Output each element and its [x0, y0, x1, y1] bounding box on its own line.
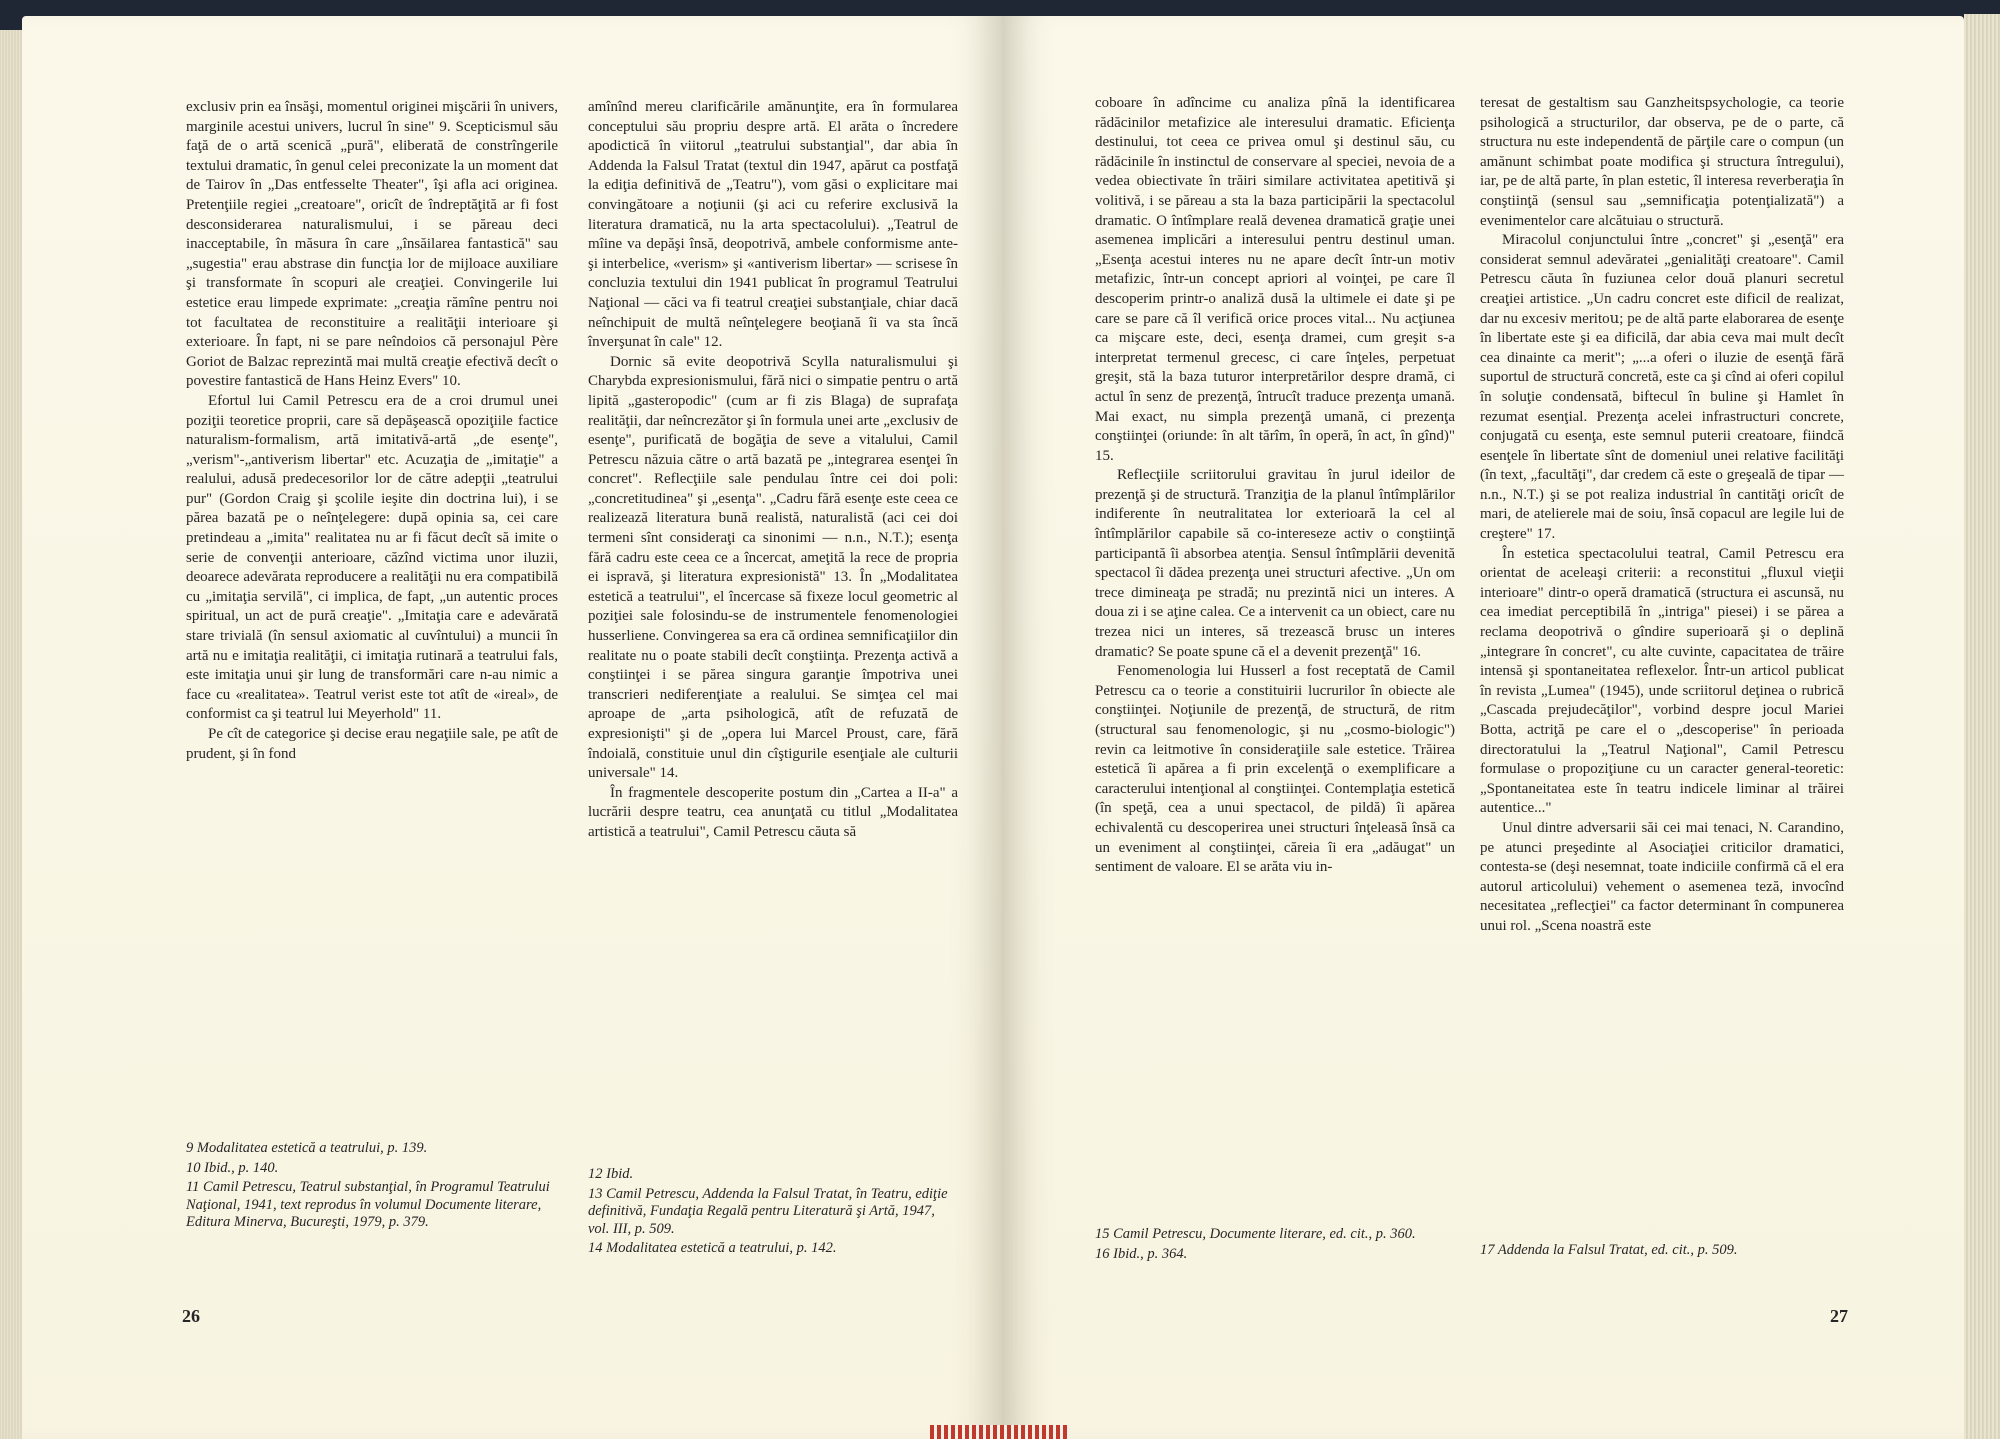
paragraph: Fenomenologia lui Husserl a fost receptată de Camil Petrescu ca o teorie a constituirii lucrurilor în obiecte ale conştiinţei. Noţiunile de prezenţă, de structură, de ritm (structural sau fenomenologic, şi nu „cosmo-biologic") revin ca leitmotive în consideraţiile sale estetice. Trăirea estetică îi apărea a fi prin excelenţă o exemplificare a caracterului intenţional al conştiinţei. Contemplaţia estetică (în speţă, cea a unui spectacol, de pildă) îi apărea echivalentă cu descoperirea unei structuri înţeleasă însă ca un eveniment al conştiinţei, căreia îi era „adăugat" un sentiment de valoare. El se arăta viu in-: [1095, 663, 1455, 876]
page-number: 27: [1830, 1306, 1848, 1326]
paragraph: Efortul lui Camil Petrescu era de a croi drumul unei poziţii teoretice proprii, care să depăşească opoziţiile factice naturalism-formalism, artă imitativă-artă „de esenţe", „verism"-„antiverism libertar" etc. Acuzaţia de „imitaţie" a realului, adusă predecesorilor lor de către adepţii „teatrului pur" (Gordon Craig şi şcolile ieşite din doctrina lui), i se părea bazată pe o neînţelegere: după opinia sa, cei care pretindeau a „imita" realitatea nu ar fi făcut decît să imite o serie de convenţii anterioare, căzînd victima unor iluzii, deoarece adevărata reproducere a realităţii nu era compatibilă cu „imitaţia servilă", ci implica, de fapt, „un autentic proces spiritual, un act de pură creaţie". „Imitaţia care e adevărată stare trivială (în sensul axiomatic al cuvîntului) a muncii în artă nu e imitaţia realităţii, ci imitaţia rutinară a teatrului fals, este imitaţia unui şir lung de transformări care n-au nimic a face cu «realitatea». Teatrul verist este tot atît de «ireal», de conformist ca şi teatrul lui Meyerhold" 11.: [186, 392, 558, 723]
paragraph: Dornic să evite deopotrivă Scylla naturalismului şi Charybda expresionismului, fără nici o simpatie pentru o artă lipită „gasteropodic" (cum ar fi zis Blaga) de suprafaţa realităţii, dar neîncrezător şi în formula unei arte „exclusiv de esenţe", purificată de bogăţia de seve a vitalului, Camil Petrescu năzuia către o artă bazată pe „integrarea esenţei în concret". Reflecţiile sale pendulau între cei doi poli: „concretitudinea" şi „esenţa". „Cadru fără esenţe este ceea ce realizează literatura bună realistă, naturalistă (aci cei doi termeni sînt consideraţi ca sinonimi — n.n., N.T.); esenţa fără cadru este ceea ce a încercat, ameţită la rece de propria ei ispravă, şi literatura expresionistă" 13. În „Modalitatea estetică a teatrului", el încercase să fixeze locul geometric al poziţiei sale folosindu-se de instrumentele fenomenologiei husserliene. Convingerea sa era că ordinea semnificaţiilor din realitate nu o poate stabili decît conştiinţa. Prezenţa activă a conştiinţei i se părea singura garanţie împotriva unei transcrieri nediferenţiate a realului. Se simţea cel mai aproape de „arta psihologică, atît de refuzată de expresionişti" şi de „opera lui Marcel Proust, care, fără îndoială, constituie unul din cîştigurile esenţiale ale culturii universale" 14.: [588, 353, 958, 782]
paragraph: Reflecţiile scriitorului gravitau în jurul ideilor de prezenţă şi de structură. Tranziţia de la planul întîmplărilor indiferente în neutralitatea lor exterioară la cel al întîmplărilor capabile să co-intereseze activ o conştiinţă participantă îi absorbea atenţia. Sensul întîmplării devenită spectacol îi dădea prezenţa unei structuri afective. „Un om trece dimineaţa pe stradă; nu prezintă nici un interes. A doua zi i se aţine calea. Ce a intervenit ca un obiect, care nu trezea nici un interes, să trezească brusc un interes dramatic? Se poate spune că el a devenit prezenţă" 16.: [1095, 467, 1455, 660]
right-page-footnotes-2: [1480, 1242, 1844, 1262]
paragraph: În estetica spectacolului teatral, Camil Petrescu era orientat de aceleaşi criterii: a reconstitui „fluxul vieţii interioare" dintr-o operă dramatică (structura ei ascunsă, nu cea imediat perceptibilă în „intriga" piesei) i se părea a reclama deopotrivă o gîndire superioară şi o deplină „integrare în concret", cu alte cuvinte, capacitatea de trăire intensă şi spontaneitatea reflexelor. Într-un articol publicat în revista „Lumea" (1945), unde scriitorul deţinea o rubrică „Cascada prejudecăţilor", vorbind despre jocul Mariei Botta, actriţă pe care el o „descoperise" în perioada directoratului la „Teatrul Naţional", Camil Petrescu formulase o propoziţiune cu un caracter general-teoretic: „Spontaneitatea este în teatru indicele liminar al trăirei autentice...": [1480, 545, 1844, 817]
left-page-edges: [0, 30, 22, 1439]
right-page-column-2: [1480, 94, 1844, 1204]
footnote: 12 Ibid.: [588, 1166, 634, 1182]
paragraph: amînînd mereu clarificările amănunţite, era în formularea conceptului său propriu despre artă. El arăta o încredere apodictică în viitorul „teatrului substanţial", dar abia în Addenda la Falsul Tratat (textul din 1947, apărut ca postfaţă la ediţia definitivă de „Teatru"), vom găsi o explicitare mai convingătoare a noţiunii (şi aci cu referire exclusivă la literatura dramatică, nu la arta spectacolului). „Teatrul de mîine va depăşi însă, deopotrivă, ambele conformisme ante- şi interbelice, «verism» şi «antiverism libertar» — scrisese în concluzia textului din 1941 publicat în programul Teatrului Naţional — căci va fi teatrul creaţiei substanţiale, chiar dacă neînchipuit de multă neînţelegere beoţiană îi va sta încă înverşunat în cale" 12.: [588, 99, 958, 351]
left-page: [22, 16, 1002, 1439]
left-page-column-2: [588, 98, 958, 1178]
paragraph: teresat de gestaltism sau Ganzheitspsychologie, ca teorie psihologică a structurilor, dar observa, pe de o parte, că structura nu este independentă de părţile care o compun (un amănunt schimbat poate modifica şi structura întregului), iar, pe de altă parte, în plan estetic, îl interesa reverberaţia în conştiinţă (sensul sau „semnificaţia potenţializată") a evenimentelor care alcătuiau o structură.: [1480, 95, 1844, 229]
paragraph: coboare în adîncime cu analiza pînă la identificarea rădăcinilor metafizice ale interesului dramatic. Eficienţa destinului, tot ceea ce priveа omul şi destinul său, cu rădăcinile în instinctul de conservare al speciei, nevoia de a vedea obiectivate în trăiri similare activitatea apetitivă şi volitivă, i se păreau a sta la baza participării la spectacolul dramatic. O întîmplare reală devenea dramatică graţie unei asemenea implicări a interesului pentru destinul uman. „Esenţa acestui interes nu ne apare decît într-un motiv metafizic, într-un concept apriori al voinţei, pe care îl descoperim printr-o analiză dusă la ultimele ei date şi pe care se pare că îl verifică orice proces vital... Nu acţiunea ca mişcare este, deci, esenţa dramei, cum greşit s-a interpretat termenul grecesc, ci care înţeles, perpetuat greşit, stă la baza tuturor interpretărilor despre dramă, ci actul în senz de prezenţă, întrucît traduce prezenţa umană. Mai exact, nu simpla prezenţă umană, ci prezenţa conştiinţei (oriunde: în alt tărîm, în operă, în act, în gînd)" 15.: [1095, 95, 1455, 464]
right-page: [1002, 16, 1964, 1439]
paragraph: Unul dintre adversarii săi cei mai tenaci, N. Carandino, pe atunci preşedinte al Asociaţiei criticilor dramatici, contesta-se (deşi nesemnat, toate indiciile confirmă că el era autorul articolului) vehement o asemenea teză, invocînd necesitatea „reflecţiei" ca factor determinant în compunerea unui rol. „Scena noastră este: [1480, 819, 1844, 934]
paragraph: exclusiv prin ea însăşi, momentul originei mişcării în univers, marginile acestui univers, lucrul în sine" 9. Scepticismul său faţă de o artă scenică „pură", eliberată de constrîngerile textului dramatic, în genul celei preconizate la un moment dat de Tairov în „Das entfesselte Theater", îşi afla aci originea. Pretenţiile regiei „creatoare", oricît de îndreptăţită ar fi fost desconsiderarea naturalismului, i se păreau deci inacceptabile, în măsura în care „însăilarea fantastică" sau „sugestia" erau abstrase din funcţia lor de mijloace auxiliare şi transformate în scopuri ale creaţiei. Convingerile lui estetice erau limpede exprimate: „creaţia rămîne pentru noi tot facultatea de reconstituire a realităţii interioare şi exterioare. În fapt, ni se pare neîndoios că personajul Père Goriot de Balzac reprezintă mai multă creaţie efectivă decît o povestire fantastică de Hans Heinz Evers" 10.: [186, 99, 558, 390]
footnote: 10 Ibid., p. 140.: [186, 1159, 279, 1176]
paragraph: Pe cît de categorice şi decise erau negaţiile sale, pe atît de prudent, şi în fond: [186, 726, 558, 762]
footnote: 16 Ibid., p. 364.: [1095, 1245, 1188, 1262]
right-page-footnotes-1: [1095, 1226, 1455, 1265]
left-page-column-1: [186, 98, 558, 1098]
paragraph: Miracolul conjunctului între „concret" şi „esenţă" era considerat semnul adevăratei „genialităţi creatoare". Camil Petrescu căuta în fuziunea celor două planuri secretul creaţiei artistice. „Un cadru concret este dificil de realizat, dar nu excesiv meritoս; pe de altă parte elaborarea de esenţe în libertate este şi ea dificilă, dar abia ceva mai mult decît cea dinainte ca merit"; „...a oferi o iluzie de esenţă fără suportul de structură concretă, este ca şi cînd ai oferi copilul în soluţie condensată, biftecul în buline şi Hamlet în rezumat esenţial. Prezenţa acelei infrastructuri concrete, conjugată cu esenţa, este semnul puterii creatoare, fiindcă esenţele în libertate sînt de domeniul unei relative facilităţi (în text, „facultăţi", dar credem că este o greşeală de tipar — n.n., N.T.) şi se pot realiza industrial în cantităţi oricît de mari, de atelierele mai de soiu, însă copacul are legile lui de creştere" 17.: [1480, 232, 1844, 543]
footnote: 14 Modalitatea estetică a teatrului, p. 142.: [588, 1240, 837, 1256]
footnote: 11 Camil Petrescu, Teatrul substanţial, în Programul Teatrului Naţional, 1941, text reprodus în volumul Documente literare, Editura Minerva, Bucureşti, 1979, p. 379.: [186, 1179, 550, 1230]
footnote: 15 Camil Petrescu, Documente literare, ed. cit., p. 360.: [1095, 1226, 1416, 1242]
left-page-footnotes-1: [186, 1140, 558, 1234]
left-page-footnotes-2: [588, 1166, 958, 1260]
footnote: 13 Camil Petrescu, Addenda la Falsul Tratat, în Teatru, ediţie definitivă, Fundaţia Regală pentru Literatură şi Artă, 1947, vol. III, p. 509.: [588, 1185, 948, 1237]
page-number: 26: [182, 1306, 200, 1326]
spine-headband: [930, 1425, 1070, 1439]
footnote: 17 Addenda la Falsul Tratat, ed. cit., p. 509.: [1480, 1242, 1738, 1258]
footnote: 9 Modalitatea estetică a teatrului, p. 139.: [186, 1140, 428, 1156]
paragraph: În fragmentele descoperite postum din „Cartea a II-a" a lucrării despre teatru, cea anunţată cu titlul „Modalitatea artistică a teatrului", Camil Petrescu căuta să: [588, 784, 958, 840]
right-page-edges: [1964, 14, 2000, 1439]
right-page-column-1: [1095, 94, 1455, 1174]
